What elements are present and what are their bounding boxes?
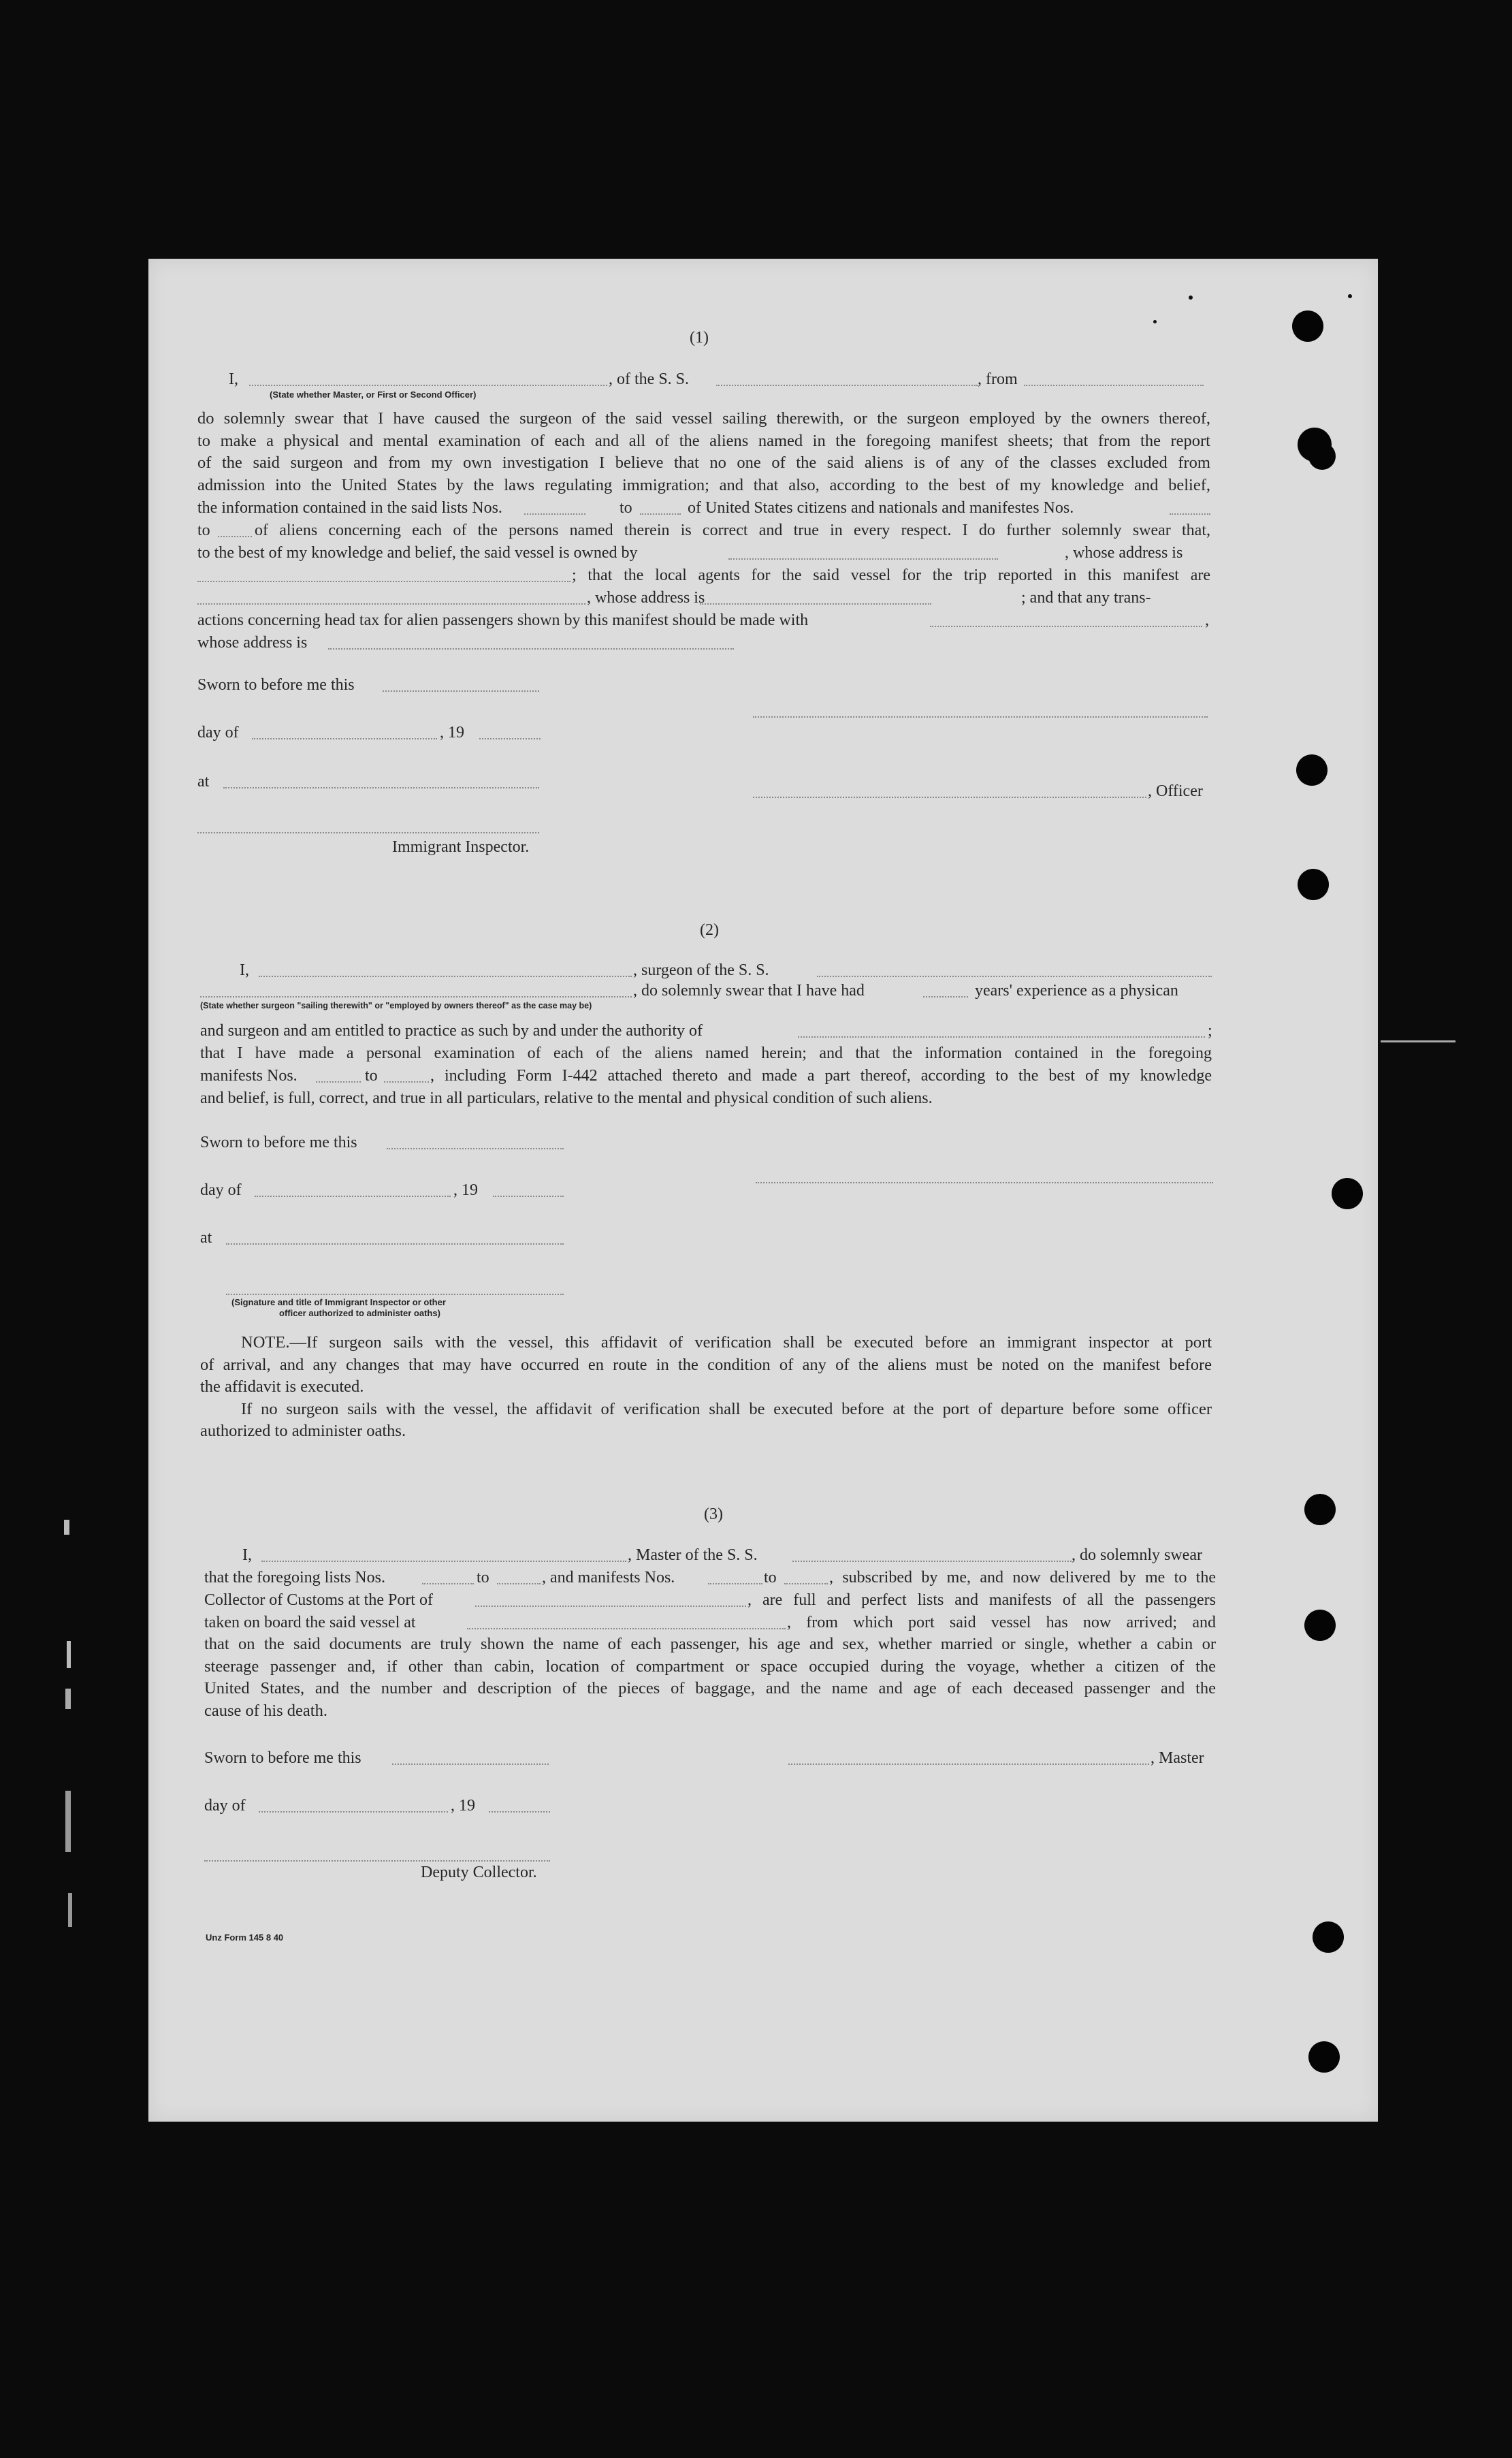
s3-master-label: , Master xyxy=(1151,1749,1204,1767)
section-1-number: (1) xyxy=(690,329,709,347)
s3-i-label: I, xyxy=(242,1546,252,1564)
s2-years-label: years' experience as a physican xyxy=(975,982,1178,1000)
s1-manifests-to-field[interactable] xyxy=(218,536,252,537)
s1-sworn-label: Sworn to before me this xyxy=(197,676,355,694)
s3-to-label: to xyxy=(477,1569,489,1586)
s1-of-ss-label: , of the S. S. xyxy=(609,370,690,388)
s3-lists-label: that the foregoing lists Nos. xyxy=(204,1569,385,1586)
s1-to2-label: to xyxy=(197,522,210,539)
s1-owner-address-field[interactable] xyxy=(197,581,570,582)
s2-i-label: I, xyxy=(240,961,249,979)
s2-surgeon-of-label: , surgeon of the S. S. xyxy=(633,961,769,979)
s1-line: to make a physical and mental examination of each and all of the aliens named in the foregoing manifest sheets; that from the report xyxy=(197,431,1210,450)
edge-mark xyxy=(64,1520,69,1535)
s3-line: that on the said documents are truly shown the name of each passenger, his age and sex, whether married or single, whether a cabin or xyxy=(204,1635,1216,1653)
edge-mark xyxy=(1381,1040,1455,1042)
s3-manifests-to-field[interactable] xyxy=(784,1583,828,1584)
edge-mark xyxy=(68,1893,72,1927)
s2-capacity-field[interactable] xyxy=(200,996,632,997)
s1-line: of the said surgeon and from my own investigation I believe that no one of the said aliens is of any of the classes excluded from xyxy=(197,453,1210,473)
section-3-number: (3) xyxy=(704,1505,723,1523)
edge-mark xyxy=(67,1641,71,1668)
s2-at-label: at xyxy=(200,1229,212,1247)
s1-at-field[interactable] xyxy=(223,787,539,788)
s2-examination-text: that I have made a personal examination of each of the aliens named herein; and that the information contained in the foregoing xyxy=(200,1044,1212,1062)
s1-sworn-field[interactable] xyxy=(383,690,539,692)
section-2-number: (2) xyxy=(700,921,719,939)
s1-i-label: I, xyxy=(229,370,238,388)
s3-to2-label: to xyxy=(764,1569,777,1586)
scan-speck xyxy=(1189,296,1193,300)
s3-swear-label: , do solemnly swear xyxy=(1072,1546,1202,1564)
s1-trans-label: ; and that any trans- xyxy=(1021,589,1151,607)
s2-belief-text: and belief, is full, correct, and true in all particulars, relative to the mental and physical condition of such aliens. xyxy=(200,1089,933,1107)
note-line: authorized to administer oaths. xyxy=(200,1422,406,1441)
s1-manifests-label: of United States citizens and nationals and manifestes Nos. xyxy=(688,499,1074,517)
s1-lists-from-field[interactable] xyxy=(524,513,585,515)
s3-perfect-lists-text: , are full and perfect lists and manifests of all the passengers xyxy=(747,1591,1216,1609)
binder-hole-icon xyxy=(1298,869,1329,900)
s1-year-field[interactable] xyxy=(479,738,541,739)
note-line: NOTE.—If surgeon sails with the vessel, this affidavit of verification shall be executed before an immigrant inspector at port xyxy=(241,1333,1212,1352)
s3-master-of-label: , Master of the S. S. xyxy=(628,1546,758,1564)
s2-to-label: to xyxy=(365,1067,378,1085)
s2-manifests-to-field[interactable] xyxy=(384,1081,429,1083)
s1-line: do solemnly swear that I have caused the surgeon of the said vessel sailing therewith, or the surgeon employed by the owners thereof, xyxy=(197,409,1210,428)
s2-manifests-from-field[interactable] xyxy=(316,1081,361,1083)
s1-owner-field[interactable] xyxy=(728,558,998,560)
s3-day-field[interactable] xyxy=(259,1811,448,1813)
s3-manifests-from-field[interactable] xyxy=(708,1583,762,1584)
s1-agents-address-field[interactable] xyxy=(700,603,931,605)
binder-hole-icon xyxy=(1292,310,1323,342)
s1-from-field[interactable] xyxy=(1024,385,1204,386)
form-number: Unz Form 145 8 40 xyxy=(206,1932,284,1943)
s1-agents-field[interactable] xyxy=(197,603,585,605)
s1-line: admission into the United States by the laws regulating immigration; and that also, according to the best of my knowledge and belief, xyxy=(197,475,1210,494)
s3-oath-text xyxy=(204,1633,1216,1722)
s1-inspector-label: Immigrant Inspector. xyxy=(392,838,530,856)
s1-day-field[interactable] xyxy=(252,738,437,739)
s3-manifests-label: , and manifests Nos. xyxy=(542,1569,675,1586)
binder-hole-icon xyxy=(1332,1178,1363,1209)
note-line: of arrival, and any changes that may have occurred en route in the condition of any of the aliens must be noted on the manifest before xyxy=(200,1355,1212,1374)
binder-hole-icon xyxy=(1304,1610,1336,1641)
s1-signature-line[interactable] xyxy=(753,716,1208,718)
s1-name-field[interactable] xyxy=(249,385,607,386)
s3-master-signature-line[interactable] xyxy=(788,1763,1149,1765)
s3-port-label: Collector of Customs at the Port of xyxy=(204,1591,433,1609)
s3-port-field[interactable] xyxy=(475,1606,746,1607)
s3-year-field[interactable] xyxy=(489,1811,550,1813)
s1-aliens-text: of aliens concerning each of the persons named therein is correct and true in every respect. I do further solemnly swear that, xyxy=(255,522,1210,539)
s3-arrived-text: , from which port said vessel has now arrived; and xyxy=(787,1614,1216,1631)
s1-at-label: at xyxy=(197,773,210,791)
s2-officer-signature-line[interactable] xyxy=(226,1294,564,1295)
s3-lists-from-field[interactable] xyxy=(422,1583,474,1584)
s2-semicolon: ; xyxy=(1208,1022,1212,1040)
s2-sworn-label: Sworn to before me this xyxy=(200,1134,357,1151)
s2-sig-note-line: officer authorized to administer oaths) xyxy=(279,1308,440,1318)
s2-name-field[interactable] xyxy=(259,976,632,977)
s1-year-label: , 19 xyxy=(440,724,464,741)
s2-note-text xyxy=(200,1332,1212,1443)
s1-head-tax-field[interactable] xyxy=(930,626,1202,627)
s1-officer-label: , Officer xyxy=(1148,782,1203,800)
binder-hole-icon xyxy=(1308,2041,1340,2073)
s2-day-field[interactable] xyxy=(255,1196,451,1197)
edge-mark xyxy=(65,1689,71,1709)
s3-name-field[interactable] xyxy=(261,1561,626,1562)
s2-sig-note-line: (Signature and title of Immigrant Inspector or other xyxy=(231,1297,446,1307)
s1-to-label: to xyxy=(620,499,632,517)
s1-from-label: , from xyxy=(978,370,1018,388)
s1-whose-label: whose address is xyxy=(197,634,308,652)
s3-embark-port-field[interactable] xyxy=(467,1628,786,1629)
s1-owner-address-label: , whose address is xyxy=(1065,544,1183,562)
s2-vessel-field[interactable] xyxy=(817,976,1212,977)
s1-manifests-field[interactable] xyxy=(1170,513,1210,515)
s3-line: steerage passenger and, if other than cabin, location of compartment or space occupied during the voyage, whether a citizen of the xyxy=(204,1657,1216,1676)
s2-day-label: day of xyxy=(200,1181,242,1199)
s2-authority-field[interactable] xyxy=(798,1036,1205,1038)
s2-surgeon-note: (State whether surgeon "sailing therewith" or "employed by owners thereof" as the case may be) xyxy=(200,1001,592,1010)
s3-taken-label: taken on board the said vessel at xyxy=(204,1614,416,1631)
s2-years-field[interactable] xyxy=(923,996,968,997)
s3-vessel-field[interactable] xyxy=(792,1561,1072,1562)
s3-sworn-field[interactable] xyxy=(392,1763,549,1765)
scan-speck xyxy=(1153,320,1157,323)
s2-year-label: , 19 xyxy=(453,1181,478,1199)
s1-agents-address-label: , whose address is xyxy=(587,589,705,607)
scan-speck xyxy=(1348,294,1352,298)
binder-hole-icon xyxy=(1313,1921,1344,1953)
s2-manifests-label: manifests Nos. xyxy=(200,1067,297,1085)
s1-master-note: (State whether Master, or First or Second Officer) xyxy=(270,389,477,400)
s3-deputy-collector-label: Deputy Collector. xyxy=(421,1864,537,1881)
s1-vessel-field[interactable] xyxy=(716,385,978,386)
s2-solemnly-label: , do solemnly swear that I have had xyxy=(633,982,865,1000)
s3-day-label: day of xyxy=(204,1797,246,1815)
s1-oath-text xyxy=(197,408,1210,496)
s1-agents-label: ; that the local agents for the said vessel for the trip reported in this manifest are xyxy=(572,566,1210,584)
s2-sworn-field[interactable] xyxy=(387,1148,564,1149)
s1-officer-field[interactable] xyxy=(753,797,1146,798)
edge-mark xyxy=(65,1791,71,1852)
s3-year-label: , 19 xyxy=(451,1797,475,1815)
s3-lists-to-field[interactable] xyxy=(497,1583,541,1584)
s1-day-label: day of xyxy=(197,724,239,741)
s3-line: United States, and the number and description of the pieces of baggage, and the name and age of each deceased passenger and the xyxy=(204,1679,1216,1698)
s2-year-field[interactable] xyxy=(493,1196,564,1197)
s3-subscribed-text: , subscribed by me, and now delivered by me to the xyxy=(829,1569,1216,1586)
note-line: the affidavit is executed. xyxy=(200,1377,364,1396)
binder-hole-icon xyxy=(1308,443,1336,470)
s2-form-text: , including Form I-442 attached thereto and made a part thereof, according to the best of my knowledge xyxy=(430,1067,1212,1085)
s1-lists-label: the information contained in the said lists Nos. xyxy=(197,499,502,517)
s3-line: cause of his death. xyxy=(204,1701,327,1720)
s3-sworn-label: Sworn to before me this xyxy=(204,1749,361,1767)
s1-inspector-signature-line[interactable] xyxy=(197,832,539,833)
note-line: If no surgeon sails with the vessel, the affidavit of verification shall be executed before at the port of departure before some officer xyxy=(241,1399,1212,1418)
s1-lists-to-field[interactable] xyxy=(640,513,681,515)
s1-comma: , xyxy=(1205,611,1209,629)
binder-hole-icon xyxy=(1296,754,1328,786)
manifest-page xyxy=(148,259,1378,2122)
s2-sig-note xyxy=(231,1297,446,1319)
s1-owned-label: to the best of my knowledge and belief, the said vessel is owned by xyxy=(197,544,638,562)
binder-hole-icon xyxy=(1304,1494,1336,1525)
s1-actions-label: actions concerning head tax for alien passengers shown by this manifest should be made with xyxy=(197,611,809,629)
s2-authority-label: and surgeon and am entitled to practice as such by and under the authority of xyxy=(200,1022,703,1040)
s1-whose-field[interactable] xyxy=(328,648,734,650)
s2-at-field[interactable] xyxy=(226,1243,564,1245)
s2-signature-line[interactable] xyxy=(756,1182,1213,1183)
